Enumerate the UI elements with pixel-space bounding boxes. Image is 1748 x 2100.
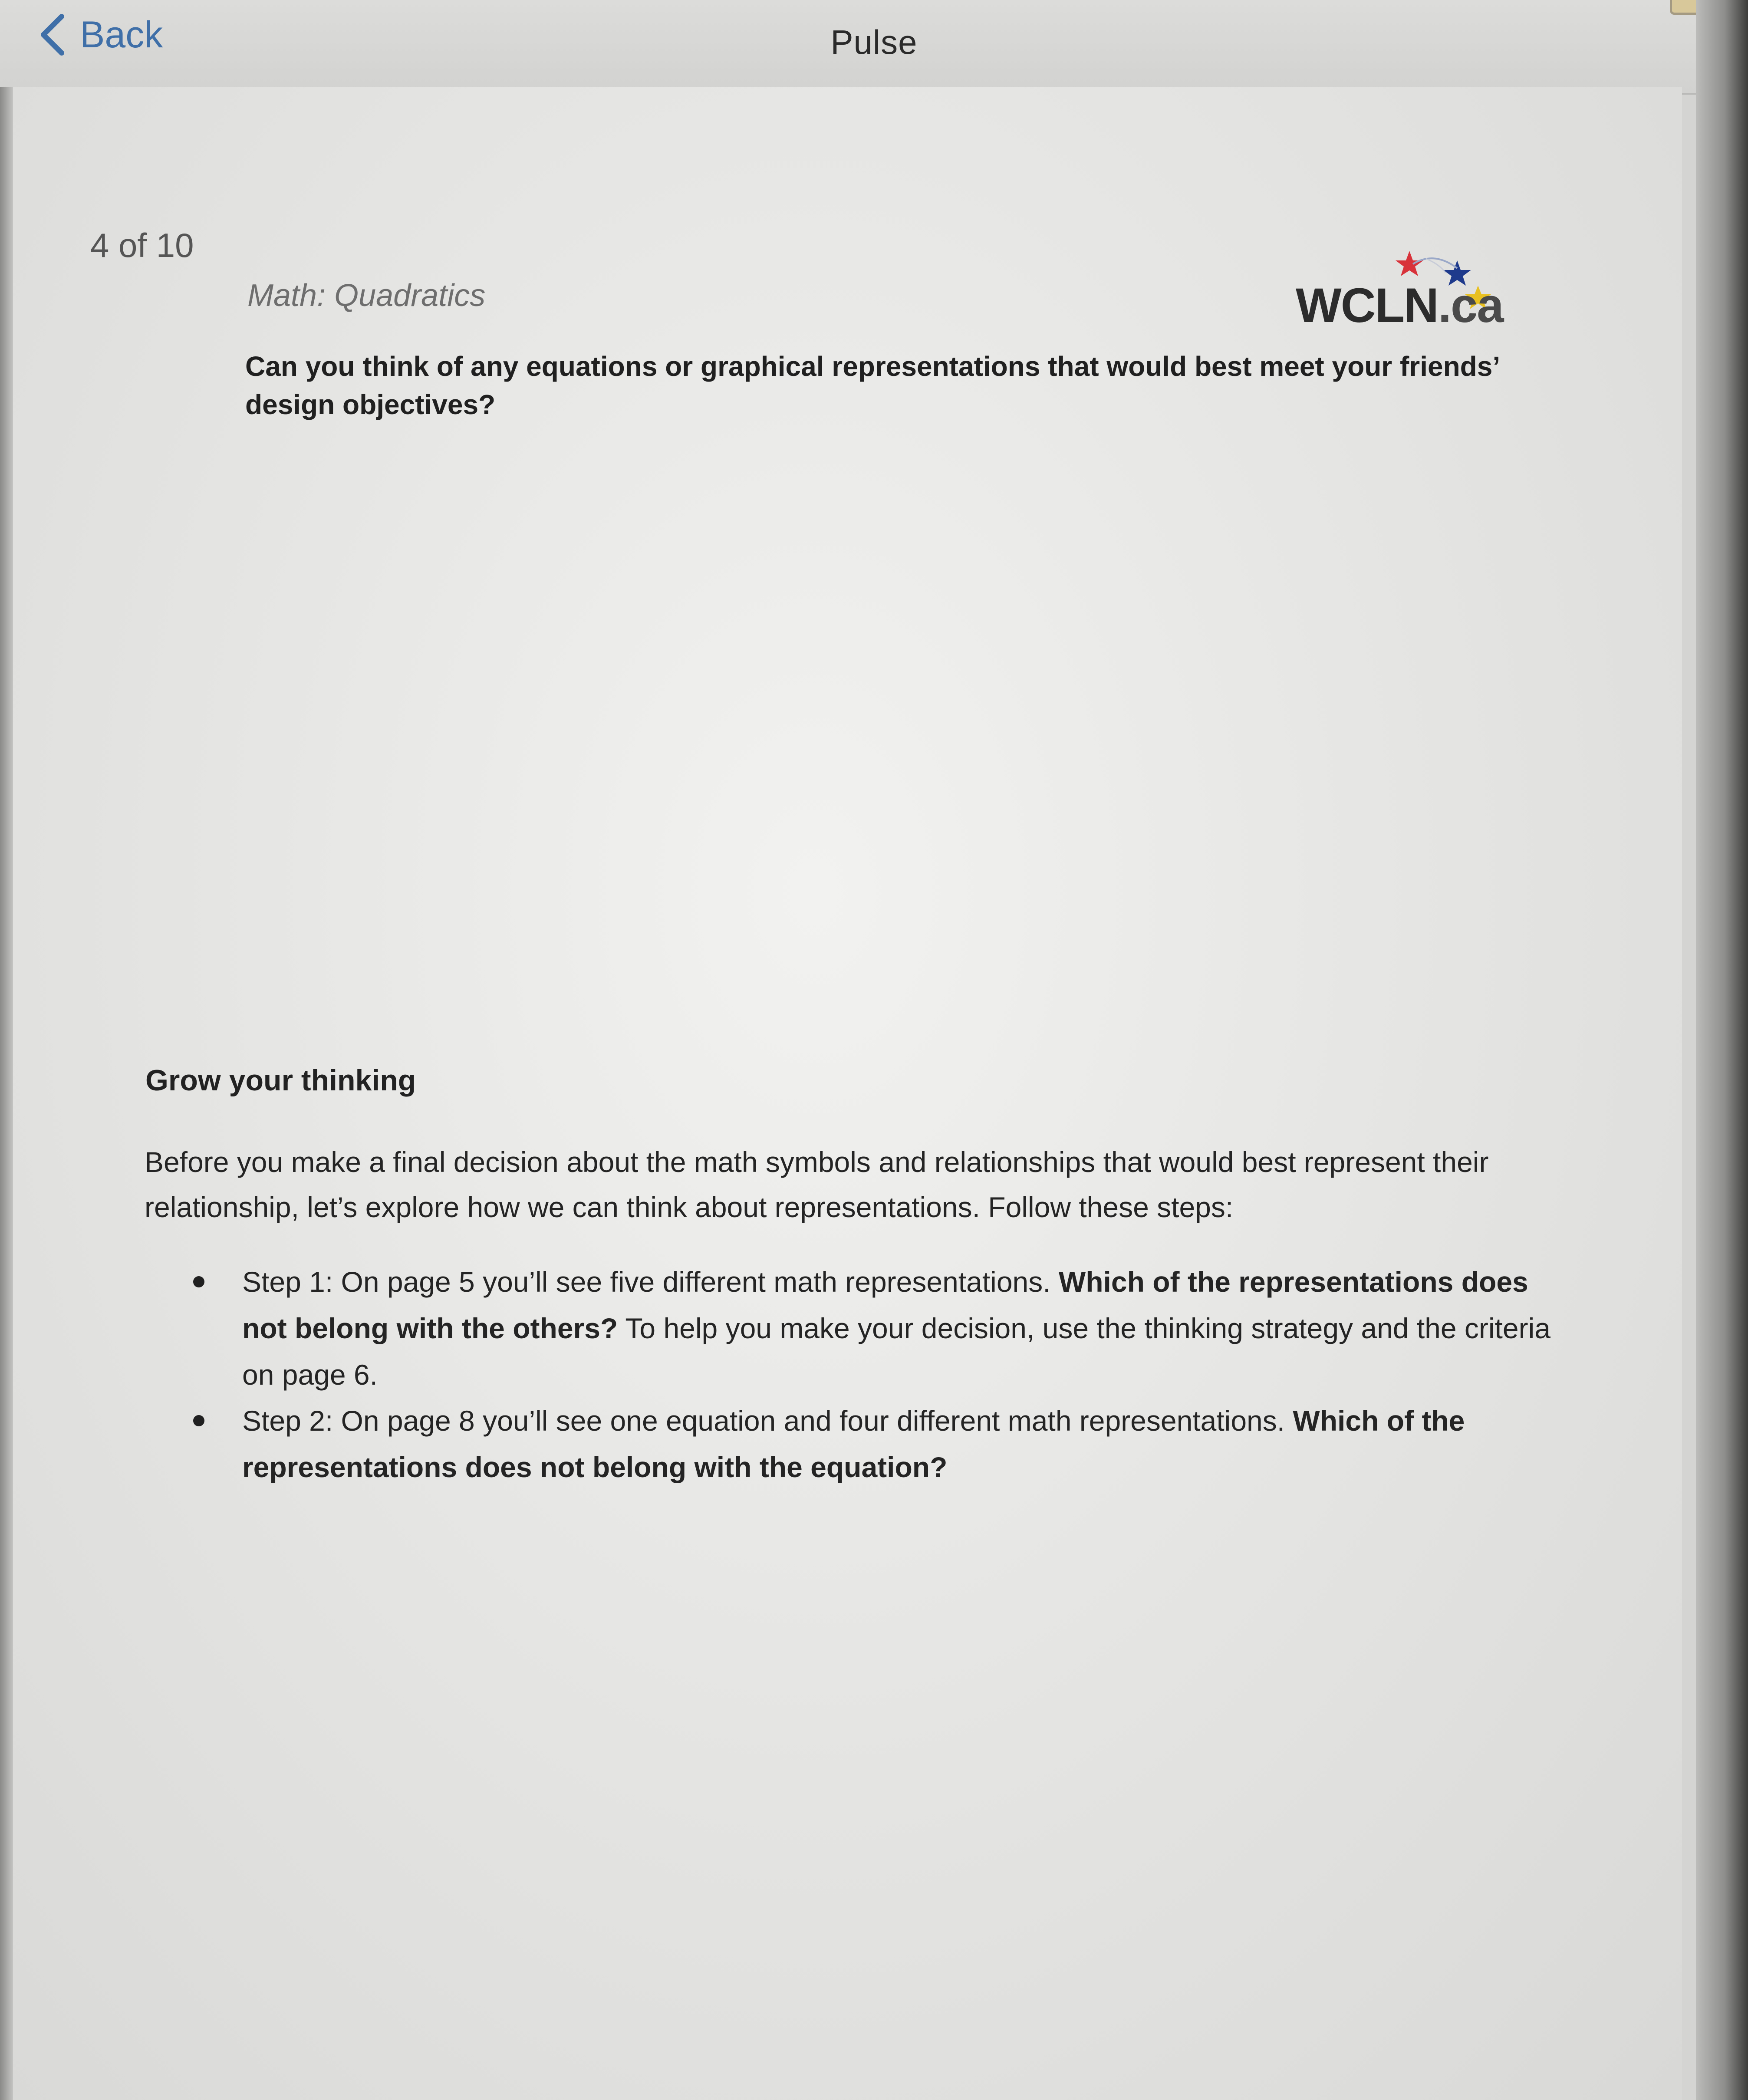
section-heading: Grow your thinking — [145, 1064, 416, 1097]
document-page[interactable] — [13, 87, 1682, 2100]
device-bezel — [1696, 0, 1748, 2100]
bullet-icon — [193, 1415, 204, 1426]
bullet-icon — [193, 1276, 204, 1287]
step-2-text — [242, 1398, 1579, 1491]
step-1-tail: To help you make your decision, use the thinking strategy and the criteria on page 6. — [242, 1312, 1550, 1391]
logo-main: WCLN — [1296, 278, 1438, 332]
step-2-bold: Which of the representations does not belong with the equation? — [242, 1405, 1465, 1483]
navigation-bar — [0, 0, 1748, 95]
logo-suffix: .ca — [1438, 278, 1503, 332]
nav-title: Pulse — [830, 23, 918, 61]
page-counter: 4 of 10 — [90, 226, 194, 264]
step-1-bold: Which of the representations does not belong with the others? — [242, 1266, 1528, 1344]
logo-text — [1296, 277, 1503, 333]
wcln-logo — [1296, 251, 1504, 333]
screen-edge — [0, 87, 13, 2100]
step-2-lead: Step 2: On page 8 you’ll see one equation and four different math representations. — [242, 1405, 1285, 1437]
step-1-lead: Step 1: On page 5 you’ll see five different math representations. — [242, 1266, 1051, 1298]
question-text: Can you think of any equations or graphical representations that would best meet your friends’ design objectives? — [245, 351, 1499, 420]
document-subject: Math: Quadratics — [247, 278, 486, 313]
step-1-text — [242, 1259, 1579, 1398]
intro-paragraph: Before you make a final decision about the math symbols and relationships that would best represent their relationship, let’s explore how we can think about representations. Follow these steps: — [145, 1146, 1489, 1223]
back-label: Back — [80, 13, 163, 56]
